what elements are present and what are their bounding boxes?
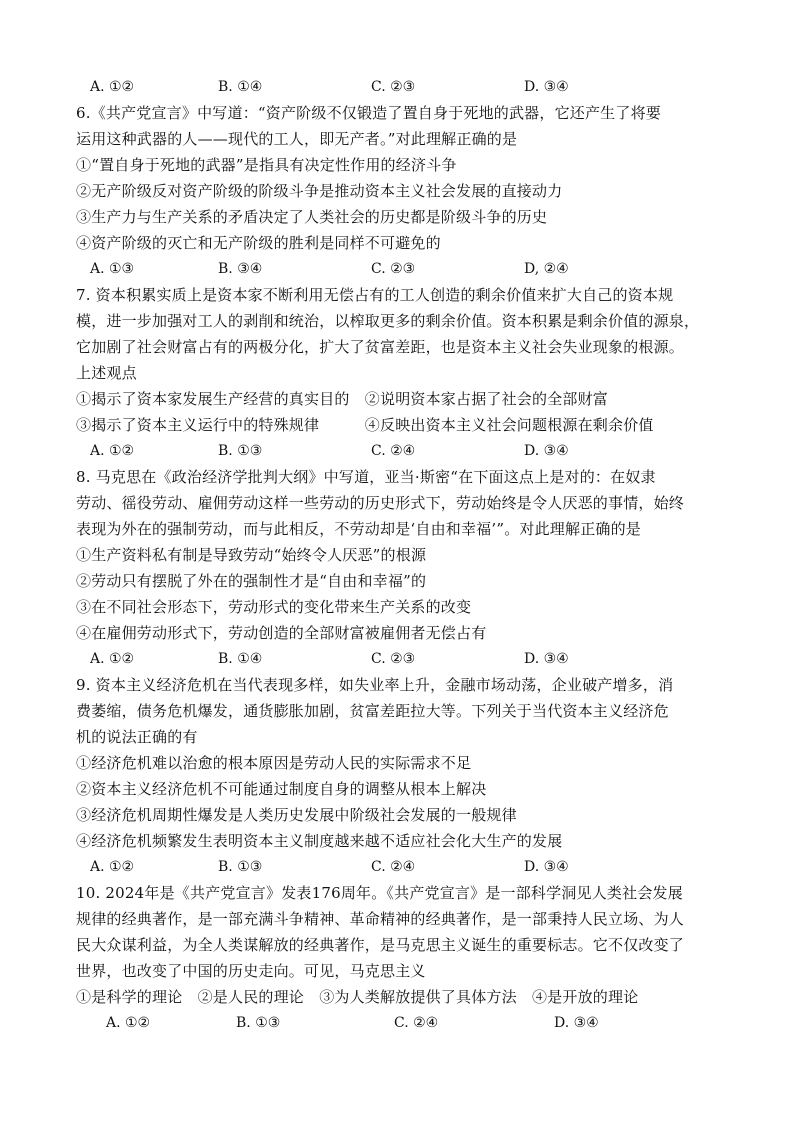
statement-line: ①是科学的理论 ②是人民的理论 ③为人类解放提供了具体方法 ④是开放的理论 (76, 988, 639, 1006)
question-10 (76, 880, 726, 1036)
statement-line: ③揭示了资本主义运行中的特殊规律 ④反映出资本主义社会问题根源在剩余价值 (76, 416, 654, 434)
statement-line: ①生产资料私有制是导致劳动“始终令人厌恶”的根源 (76, 546, 427, 564)
option-c: C. ②④ (371, 443, 416, 459)
statement-line: ②劳动只有摆脱了外在的强制性才是“自由和幸福”的 (76, 572, 427, 590)
question-stem-line: 世界，也改变了中国的历史走向。可见，马克思主义 (76, 962, 426, 980)
question-stem-line: 7. 资本积累实质上是资本家不断利用无偿占有的工人创造的剩余价值来扩大自己的资本规 (76, 286, 674, 304)
option-d: D. ③④ (524, 79, 569, 95)
question-stem-line: 机的说法正确的有 (76, 728, 198, 746)
options-row-prev (76, 74, 726, 100)
statement-line: ③生产力与生产关系的矛盾决定了人类社会的历史都是阶级斗争的历史 (76, 208, 548, 226)
question-stem-line: 民大众谋利益，为全人类谋解放的经典著作，是马克思主义诞生的重要标志。它不仅改变了 (76, 936, 685, 954)
question-stem-line: 运用这种武器的人——现代的工人，即无产者。”对此理解正确的是 (76, 130, 518, 148)
statement-line: ③经济危机周期性爆发是人类历史发展中阶级社会发展的一般规律 (76, 806, 517, 824)
option-c: C. ②③ (371, 261, 416, 277)
option-b: B. ①④ (218, 79, 263, 95)
option-d: D, ②④ (524, 261, 569, 277)
statement-line: ③在不同社会形态下，劳动形式的变化带来生产关系的改变 (76, 598, 472, 616)
statement-line: ①“置自身于死地的武器”是指具有决定性作用的经济斗争 (76, 156, 457, 174)
statement-line: ④资产阶级的灭亡和无产阶级的胜利是同样不可避免的 (76, 234, 441, 252)
statement-line: ①揭示了资本家发展生产经营的真实目的 ②说明资本家占据了社会的全部财富 (76, 390, 609, 408)
question-9 (76, 672, 726, 880)
statement-line: ①经济危机难以治愈的根本原因是劳动人民的实际需求不足 (76, 754, 472, 772)
option-c: C. ②④ (394, 1015, 439, 1031)
option-a: A. ①② (90, 79, 135, 95)
question-stem-line: 劳动、徭役劳动、雇佣劳动这样一些劳动的历史形式下，劳动始终是令人厌恶的事情，始终 (76, 494, 685, 512)
options-row (76, 256, 726, 282)
question-7 (76, 282, 726, 464)
option-d: D. ③④ (524, 443, 569, 459)
options-row (76, 438, 726, 464)
option-b: B. ①③ (236, 1015, 281, 1031)
option-a: A. ①③ (90, 261, 135, 277)
statement-line: ②无产阶级反对资产阶级的阶级斗争是推动资本主义社会发展的直接动力 (76, 182, 563, 200)
question-stem-line: 上述观点 (76, 364, 137, 382)
question-stem-line: 10. 2024年是《共产党宣言》发表176周年。《共产党宣言》是一部科学洞见人类社会发展 (76, 884, 683, 902)
option-d: D. ③④ (554, 1015, 599, 1031)
option-b: B. ①③ (218, 443, 263, 459)
question-stem-line: 表现为外在的强制劳动，而与此相反，不劳动却是‘自由和幸福’”。对此理解正确的是 (76, 520, 642, 538)
options-row (76, 1010, 726, 1036)
option-b: B. ①④ (218, 651, 263, 667)
options-row (76, 854, 726, 880)
option-a: A. ①② (90, 443, 135, 459)
option-a: A. ①② (90, 859, 135, 875)
question-stem-line: 费萎缩，债务危机爆发，通货膨胀加剧，贫富差距拉大等。下列关于当代资本主义经济危 (76, 702, 669, 720)
question-stem-line: 模，进一步加强对工人的剥削和统治，以榨取更多的剩余价值。资本积累是剩余价值的源泉， (76, 312, 700, 330)
option-c: C. ②③ (371, 651, 416, 667)
question-stem-line: 规律的经典著作，是一部充满斗争精神、革命精神的经典著作，是一部秉持人民立场、为人 (76, 910, 685, 928)
statement-line: ④在雇佣劳动形式下，劳动创造的全部财富被雇佣者无偿占有 (76, 624, 487, 642)
question-stem-line: 8. 马克思在《政治经济学批判大纲》中写道，亚当·斯密“在下面这点上是对的：在奴隶 (76, 468, 656, 486)
option-a: A. ①② (106, 1015, 151, 1031)
options-row (76, 646, 726, 672)
option-b: B. ③④ (218, 261, 263, 277)
option-b: B. ①③ (218, 859, 263, 875)
option-d: D. ③④ (524, 859, 569, 875)
option-c: C. ②③ (371, 79, 416, 95)
page-content (76, 74, 726, 1036)
statement-line: ④经济危机频繁发生表明资本主义制度越来越不适应社会化大生产的发展 (76, 832, 563, 850)
question-8 (76, 464, 726, 672)
question-6 (76, 100, 726, 282)
question-stem-line: 9. 资本主义经济危机在当代表现多样，如失业率上升，金融市场动荡，企业破产增多，消 (76, 676, 674, 694)
question-stem-line: 6.《共产党宣言》中写道：“资产阶级不仅锻造了置自身于死地的武器，它还产生了将要 (76, 104, 661, 122)
question-stem-line: 它加剧了社会财富占有的两极分化，扩大了贫富差距，也是资本主义社会失业现象的根源。 (76, 338, 685, 356)
option-a: A. ①② (90, 651, 135, 667)
option-c: C. ②④ (371, 859, 416, 875)
statement-line: ②资本主义经济危机不可能通过制度自身的调整从根本上解决 (76, 780, 487, 798)
option-d: D. ③④ (524, 651, 569, 667)
